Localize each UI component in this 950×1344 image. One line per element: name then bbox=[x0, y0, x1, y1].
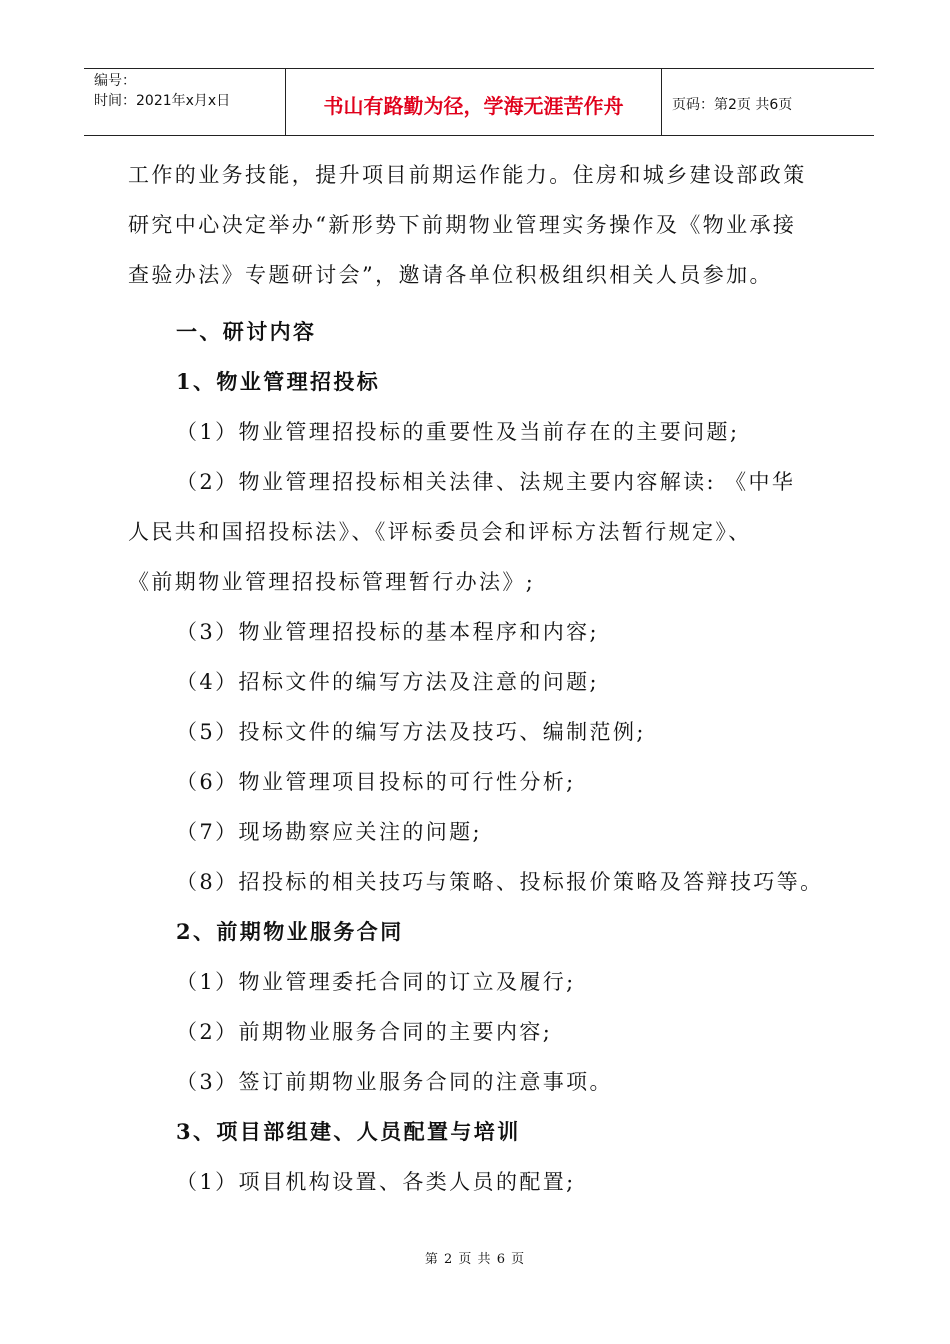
list-item: （1）物业管理招投标的重要性及当前存在的主要问题; bbox=[176, 420, 740, 444]
document-date-label: 时间：2021年x月x日 bbox=[94, 93, 231, 109]
list-item: （4）招标文件的编写方法及注意的问题; bbox=[176, 670, 600, 694]
list-item: （1）项目机构设置、各类人员的配置; bbox=[176, 1170, 576, 1194]
page-footer: 第 2 页 共 6 页 bbox=[424, 1252, 526, 1267]
paragraph-line: 工作的业务技能，提升项目前期运作能力。住房和城乡建设部政策 bbox=[128, 163, 807, 187]
paragraph-line: 查验办法》专题研讨会”，邀请各单位积极组织相关人员参加。 bbox=[128, 263, 773, 287]
subsection-heading: 2、前期物业服务合同 bbox=[176, 919, 404, 944]
list-item: （6）物业管理项目投标的可行性分析; bbox=[176, 770, 576, 794]
list-item: （3）签订前期物业服务合同的注意事项。 bbox=[176, 1070, 613, 1094]
list-item: （2）物业管理招投标相关法律、法规主要内容解读: 《中华 bbox=[176, 470, 796, 494]
subsection-heading: 1、物业管理招投标 bbox=[176, 369, 381, 394]
paragraph-line: 人民共和国招投标法》、《评标委员会和评标方法暂行规定》、 bbox=[128, 520, 752, 544]
paragraph-line: 《前期物业管理招投标管理暂行办法》; bbox=[128, 570, 536, 594]
header-meta-cell bbox=[84, 69, 286, 135]
document-header bbox=[84, 68, 874, 136]
header-page-number: 页码：第2页 共6页 bbox=[672, 97, 793, 113]
subsection-heading: 3、项目部组建、人员配置与培训 bbox=[176, 1119, 521, 1144]
list-item: （1）物业管理委托合同的订立及履行; bbox=[176, 970, 576, 994]
section-heading: 一、研讨内容 bbox=[176, 319, 317, 344]
list-item: （5）投标文件的编写方法及技巧、编制范例; bbox=[176, 720, 646, 744]
list-item: （3）物业管理招投标的基本程序和内容; bbox=[176, 620, 600, 644]
header-motto: 书山有路勤为径，学海无涯苦作舟 bbox=[286, 69, 662, 135]
list-item: （2）前期物业服务合同的主要内容; bbox=[176, 1020, 553, 1044]
paragraph-line: 研究中心决定举办“新形势下前期物业管理实务操作及《物业承接 bbox=[128, 213, 797, 237]
list-item: （7）现场勘察应关注的问题; bbox=[176, 820, 483, 844]
document-number-label: 编号： bbox=[94, 73, 136, 89]
list-item: （8）招投标的相关技巧与策略、投标报价策略及答辩技巧等。 bbox=[176, 870, 824, 894]
